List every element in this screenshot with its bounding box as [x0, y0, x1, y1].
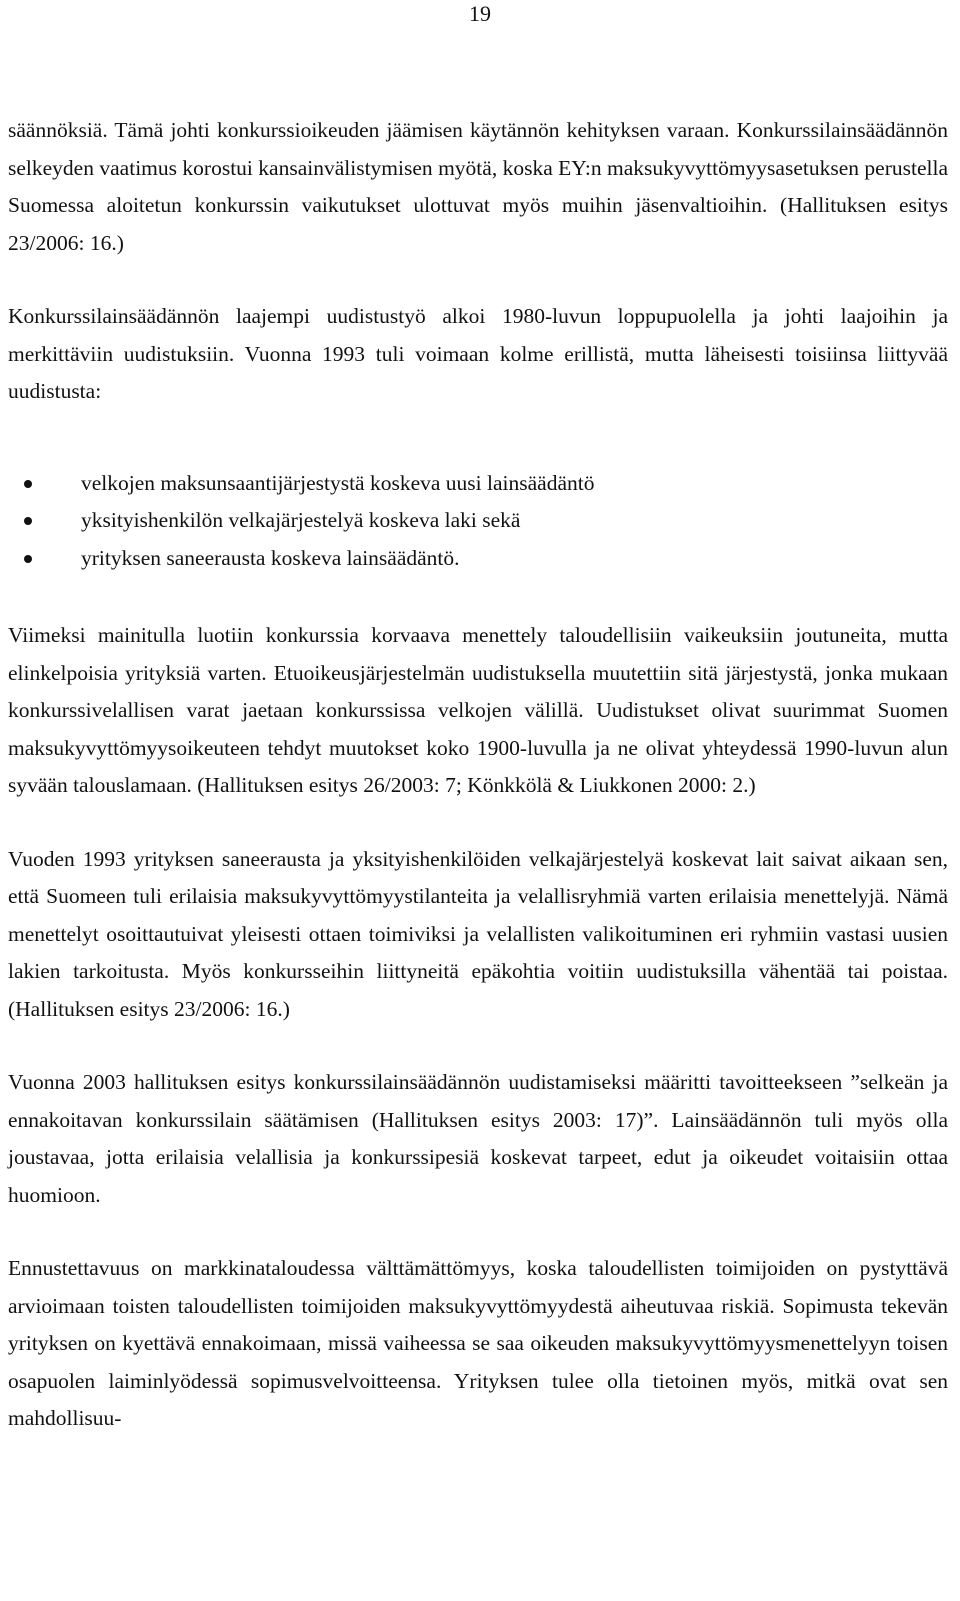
reform-list	[8, 465, 948, 578]
paragraph-4: Vuoden 1993 yrityksen saneerausta ja yksityishenkilöiden velkajärjestelyä koskevat lait saivat aikaan sen, että Suomeen tuli erilaisia maksukyvyttömyystilanteita ja velallisryhmiä varten erilaisia menettelyjä. Nämä menettelyt osoittautuivat yleisesti ottaen toimiviksi ja velallisten valikoituminen eri ryhmiin vastasi uusien lakien tarkoitusta. Myös konkursseihin liittyneitä epäkohtia voitiin uudistuksilla vähentää tai poistaa. (Hallituksen esitys 23/2006: 16.)	[8, 846, 948, 1021]
bullet-icon	[24, 555, 32, 563]
bullet-icon	[24, 480, 32, 488]
paragraph-3: Viimeksi mainitulla luotiin konkurssia korvaava menettely taloudellisiin vaikeuksiin joutuneita, mutta elinkelpoisia yrityksiä varten. Etuoikeusjärjestelmän uudistuksella muutettiin sitä järjestystä, jonka mukaan konkurssivelallisen varat jaetaan konkurssissa velkojen välillä. Uudistukset olivat suurimmat Suomen maksukyvyttömyysoikeuteen tehdyt muutokset koko 1900-luvulla ja ne olivat yhteydessä 1990-luvun alun syvään talouslamaan. (Hallituksen esitys 26/2003: 7; Könkkölä & Liukkonen 2000: 2.)	[8, 623, 948, 797]
paragraph-1: säännöksiä. Tämä johti konkurssioikeuden jäämisen käytännön kehityksen varaan. Konkurssilainsäädännön selkeyden vaatimus korostui kansainvälistymisen myötä, koska EY:n maksukyvyttömyysasetuksen perustella Suomessa aloitetun konkurssin vaikutukset ulottuvat myös muihin jäsenvaltioihin. (Hallituksen esitys 23/2006: 16.)	[8, 118, 948, 255]
list-item-text: yksityishenkilön velkajärjestelyä koskeva laki sekä	[81, 508, 521, 532]
list-item-text: velkojen maksunsaantijärjestystä koskeva uusi lainsäädäntö	[81, 470, 595, 495]
list-item	[8, 502, 948, 540]
list-item-text: yrityksen saneerausta koskeva lainsäädäntö.	[81, 545, 460, 570]
list-item	[8, 540, 948, 578]
paragraph-5: Vuonna 2003 hallituksen esitys konkurssilainsäädännön uudistamiseksi määritti tavoitteekseen ”selkeän ja ennakoitavan konkurssilain säätämisen (Hallituksen esitys 2003: 17)”. Lainsäädännön tuli myös olla joustavaa, jotta erilaisia velallisia ja konkurssipesiä koskevat tarpeet, edut ja oikeudet voitaisiin ottaa huomioon.	[8, 1070, 948, 1207]
paragraph-2: Konkurssilainsäädännön laajempi uudistustyö alkoi 1980-luvun loppupuolella ja johti laajoihin ja merkittäviin uudistuksiin. Vuonna 1993 tuli voimaan kolme erillistä, mutta läheisesti toisiinsa liittyvää uudistusta:	[8, 304, 948, 403]
list-item	[8, 465, 948, 503]
document-body	[8, 112, 948, 1438]
page-number: 19	[469, 1, 491, 26]
bullet-icon	[24, 517, 32, 525]
paragraph-6: Ennustettavuus on markkinataloudessa välttämättömyys, koska taloudellisten toimijoiden on pystyttävä arvioimaan toisten taloudellisten toimijoiden maksukyvyttömyydestä aiheutuvaa riskiä. Sopimusta tekevän yrityksen on kyettävä ennakoimaan, missä vaiheessa se saa oikeuden maksukyvyttömyysmenettelyyn toisen osapuolen laiminlyödessä sopimusvelvoitteensa. Yrityksen tulee olla tietoinen myös, mitkä ovat sen mahdollisuu-	[8, 1256, 948, 1430]
